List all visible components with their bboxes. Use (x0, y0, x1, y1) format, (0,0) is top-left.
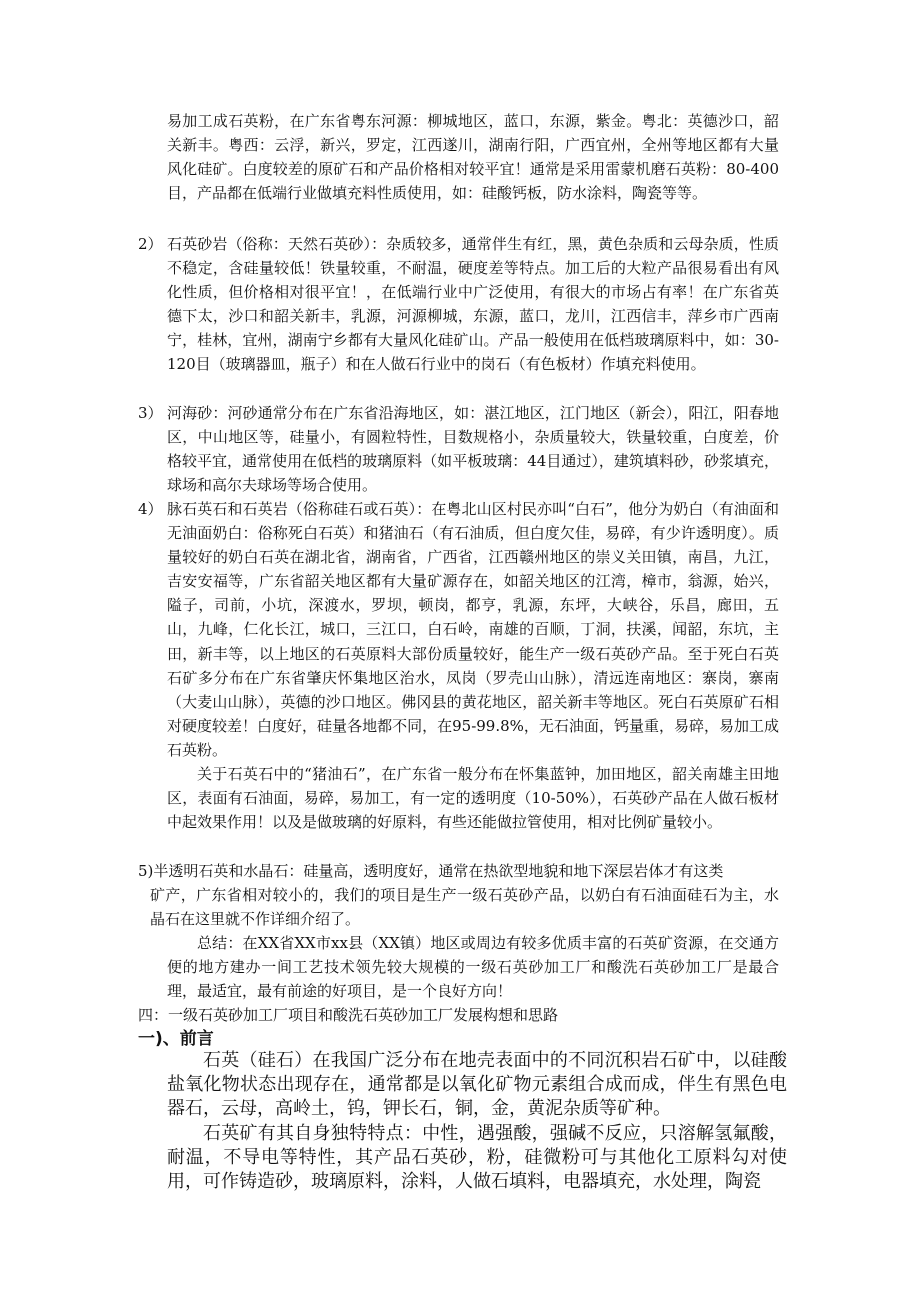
list-item-number: 3） (138, 404, 163, 422)
list-item-first-line (138, 859, 779, 883)
list-item-text: 脉石英石和石英岩（俗称硅石或石英）：在粤北山区村民亦叫“白石”，他分为奶白（有油面和无油面奶白：俗称死白石英）和猪油石（有石油质，但白度欠佳，易碎，有少许透明度）。质量较好的奶白石英在湖北省，湖南省，广西省，江西赣州地区的崇义关田镇，南昌，九江，吉安安福等，广东省韶关地区都有大量矿源存在，如韶关地区的江湾，樟市，翁源，始兴，隘子，司前，小坑，深渡水，罗坝，顿岗，都亨，乳源，东坪，大峡谷，乐昌，廊田，五山，九峰，仁化长江，城口，三江口，白石岭，南雄的百顺，丁洞，扶溪，闻韶，东坑，主田，新丰等，以上地区的石英原料大部份质量较好，能生产一级石英砂产品。至于死白石英石矿多分布在广东省肇庆怀集地区治水，凤岗（罗壳山山脉），清远连南地区：寨岗，寨南（大麦山山脉），英德的沙口地区。佛冈县的黄花地区，韶关新丰等地区。死白石英原矿石相对硬度较差！白度好，硅量各地都不同，在95-99.8%，无石油面，钙量重，易碎，易加工成石英粉。 (167, 500, 779, 759)
list-item-continuation: 矿产，广东省相对较小的，我们的项目是生产一级石英砂产品，以奶白有石油面硅石为主，水晶石在这里就不作详细介绍了。 (150, 886, 779, 929)
preface-heading: 一)、前言 (138, 1029, 214, 1049)
section-four-heading: 四：一级石英砂加工厂项目和酸洗石英砂加工厂发展构想和思路 (138, 1006, 559, 1024)
preface-paragraph-1: 石英（硅石）在我国广泛分布在地壳表面中的不同沉积岩石矿中，以硅酸盐氧化物状态出现存在，通常都是以氧化矿物元素组合成而成，伴生有黑色电器石，云母，高岭土，钨，钾长石，铜，金，黄泥杂质等矿种。 (167, 1050, 787, 1120)
preface-paragraph-2: 石英矿有其自身独特特点：中性，遇强酸，强碱不反应，只溶解氢氟酸，耐温，不导电等特性，其产品石英砂，粉，硅微粉可与其他化工原料勾对使用，可作铸造砂，玻璃原料，涂料，人做石填料，电器填充，水处理，陶瓷 (167, 1123, 787, 1193)
list-item-5 (138, 859, 779, 931)
list-item-number: 5) (138, 862, 154, 880)
summary-paragraph: 总结：在XX省XX市xx县（XX镇）地区或周边有较多优质丰富的石英矿资源，在交通方便的地方建办一间工艺技术领先较大规模的一级石英砂加工厂和酸洗石英砂加工厂是最合理，最适宜，最有前途的好项目，是一个良好方向！ (167, 934, 779, 1001)
list-item-text: 半透明石英和水晶石：硅量高，透明度好，通常在热欲型地貌和地下深层岩体才有这类 (153, 862, 724, 880)
list-item-2 (138, 232, 779, 377)
pig-oil-stone-paragraph: 关于石英石中的“猪油石”，在广东省一般分布在怀集蓝钟，加田地区，韶关南雄主田地区，表面有石油面，易碎，易加工，有一定的透明度（10-50%），石英砂产品在人做石板材中起效果作用！以及是做玻璃的好原料，有些还能做拉管使用，相对比例矿量较小。 (167, 765, 779, 832)
list-item-text: 石英砂岩（俗称：天然石英砂）：杂质较多，通常伴生有红，黑，黄色杂质和云母杂质，性质不稳定，含硅量较低！铁量较重，不耐温，硬度差等特点。加工后的大粒产品很易看出有风化性质，但价格相对很平宜！，在低端行业中广泛使用，有很大的市场占有率！在广东省英德下太，沙口和韶关新丰，乳源，河源柳城，东源，蓝口，龙川，江西信丰，萍乡市广西南宁，桂林，宜州，湖南宁乡都有大量风化硅矿山。产品一般使用在低档玻璃原料中，如：30-120目（玻璃器皿，瓶子）和在人做石行业中的岗石（有色板材）作填充料使用。 (167, 235, 779, 374)
list-item-number: 2） (138, 235, 163, 253)
list-item-3 (138, 401, 779, 497)
list-item-4 (138, 497, 779, 762)
list-item-text: 河海砂：河砂通常分布在广东省沿海地区，如：湛江地区，江门地区（新会），阳江，阳春地区，中山地区等，硅量小，有圆粒特性，目数规格小，杂质量较大，铁量较重，白度差，价格较平宜，通常使用在低档的玻璃原料（如平板玻璃：44目通过），建筑填料砂，砂浆填充，球场和高尔夫球场等场合使用。 (167, 404, 779, 495)
continuation-paragraph: 易加工成石英粉，在广东省粤东河源：柳城地区，蓝口，东源，紫金。粤北：英德沙口，韶关新丰。粤西：云浮，新兴，罗定，江西遂川，湖南行阳，广西宜州，全州等地区都有大量风化硅矿。白度较差的原矿石和产品价格相对较平宜！通常是采用雷蒙机磨石英粉：80-400目，产品都在低端行业做填充料性质使用，如：硅酸钙板，防水涂料，陶瓷等等。 (167, 112, 779, 203)
list-item-number: 4） (138, 500, 163, 518)
